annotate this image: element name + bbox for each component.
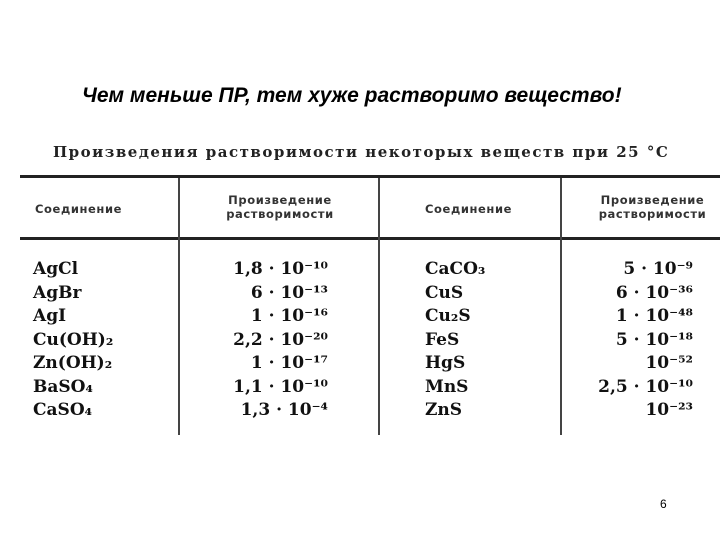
header-compound-1: Соединение	[35, 202, 123, 216]
header-product-1	[200, 193, 360, 221]
table-cell: 2,5 · 10⁻¹⁰	[598, 376, 693, 397]
table-cell: AgCl	[33, 259, 79, 279]
table-caption: Произведения растворимости некоторых веществ при 25 °С	[53, 143, 670, 161]
table-cell: 1,1 · 10⁻¹⁰	[233, 376, 328, 397]
header-product-1-line2: растворимости	[226, 207, 334, 221]
ksp-column-right	[575, 258, 693, 423]
table-cell: BaSO₄	[33, 376, 93, 397]
table-cell: AgBr	[33, 282, 82, 303]
table-cell: MnS	[425, 376, 469, 397]
table-cell: ZnS	[425, 400, 463, 420]
table-cell: CaCO₃	[425, 259, 486, 279]
table-cell: CuS	[425, 282, 464, 303]
header-product-2-line1: Произведение	[600, 193, 705, 207]
table-cell: FeS	[425, 329, 460, 350]
header-product-2	[585, 193, 720, 221]
compound-column-left	[33, 258, 163, 423]
table-cell: 1 · 10⁻⁴⁸	[615, 306, 693, 326]
table-cell: CaSO₄	[33, 400, 93, 420]
page-number: 6	[660, 497, 667, 511]
ksp-column-left	[190, 258, 328, 423]
table-header-rule	[20, 237, 720, 240]
slide-heading: Чем меньше ПР, тем хуже растворимо вещество!	[82, 84, 622, 107]
compound-column-right	[425, 258, 545, 423]
table-cell: 10⁻²³	[645, 400, 693, 420]
table-cell: Zn(OH)₂	[33, 353, 113, 373]
column-divider-1	[178, 178, 180, 435]
table-cell: 5 · 10⁻¹⁸	[615, 329, 693, 350]
table-cell: HgS	[425, 353, 466, 373]
table-cell: AgI	[33, 306, 67, 326]
table-cell: 5 · 10⁻⁹	[623, 259, 693, 279]
table-cell: 10⁻⁵²	[645, 353, 693, 373]
table-cell: 1,8 · 10⁻¹⁰	[233, 259, 328, 279]
table-cell: 1,3 · 10⁻⁴	[240, 400, 328, 420]
header-compound-2: Соединение	[425, 202, 513, 216]
table-top-rule	[20, 175, 720, 178]
table-cell: 2,2 · 10⁻²⁰	[233, 329, 328, 350]
header-product-2-line2: растворимости	[598, 207, 707, 221]
column-divider-2	[378, 178, 380, 435]
table-cell: Cu(OH)₂	[33, 329, 114, 350]
header-product-1-line1: Произведение	[228, 193, 332, 207]
table-cell: 6 · 10⁻¹³	[250, 282, 328, 303]
column-divider-3	[560, 178, 562, 435]
table-cell: 1 · 10⁻¹⁶	[250, 306, 328, 326]
table-cell: Cu₂S	[425, 306, 471, 326]
table-cell: 6 · 10⁻³⁶	[615, 282, 693, 303]
table-cell: 1 · 10⁻¹⁷	[250, 353, 328, 373]
